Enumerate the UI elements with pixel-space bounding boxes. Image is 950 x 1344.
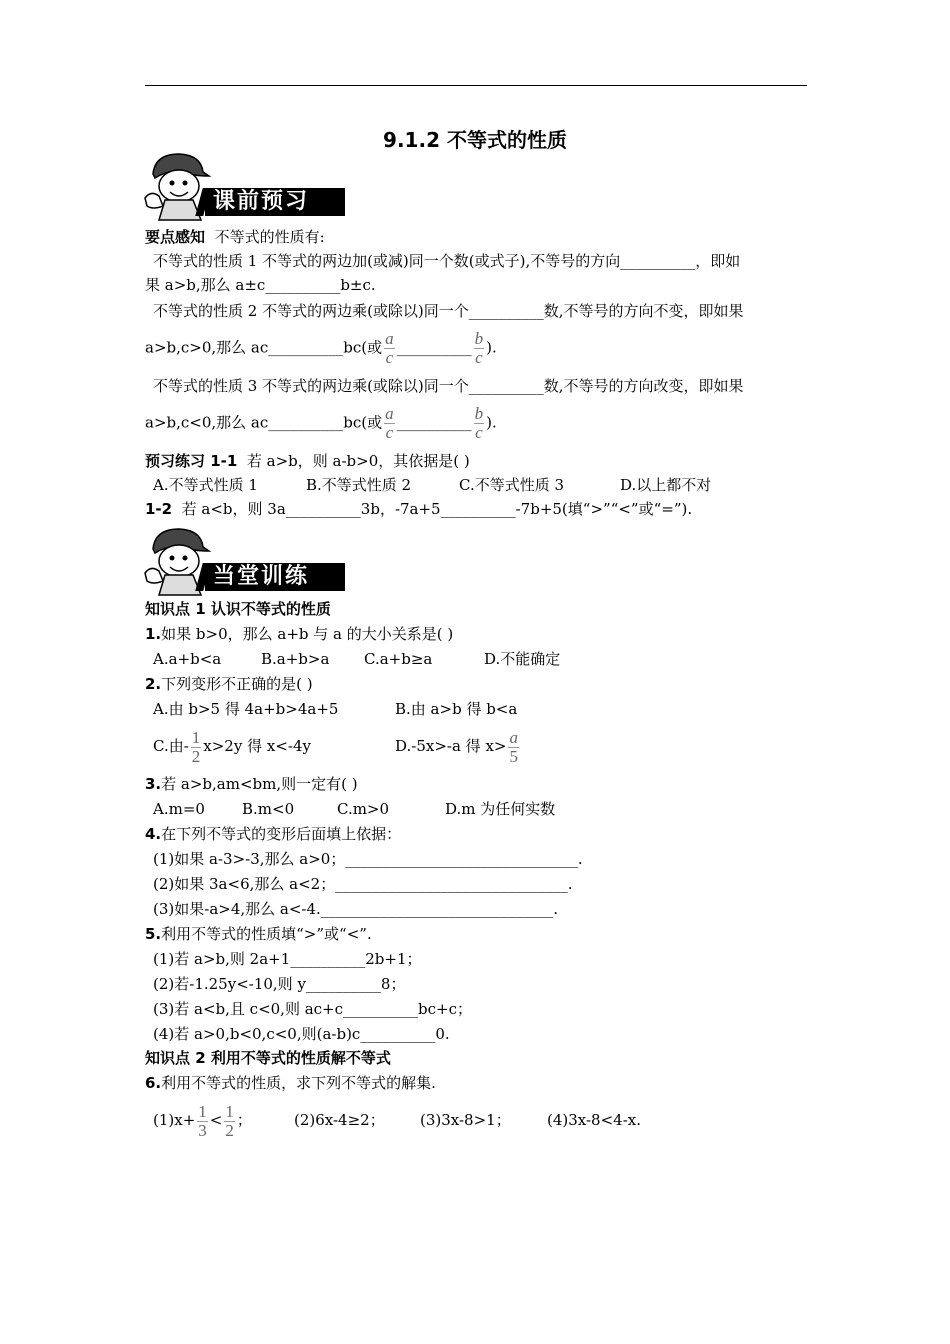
option-c: C.不等式性质 3 [459,476,565,494]
option-d: D.以上都不对 [620,476,712,494]
question-3: 3.若 a>b,am<bm,则一定有( ) [145,775,358,793]
property-1-line-1: 不等式的性质 1 不等式的两边加(或减)同一个数(或式子),不等号的方向__________，即如 [153,252,741,270]
fraction-b-over-c: $\frac{b}{c}$ [474,404,484,442]
exercise-1-1 [145,450,470,472]
property-2-line-2 [145,330,497,367]
q1-option-d: D.不能确定 [484,650,561,668]
p2-pre: a>b,c>0,那么 ac__________bc(或 [145,338,383,357]
preview-badge [143,150,348,222]
q2-option-a: A.由 b>5 得 4a+b>4a+5 [153,700,339,718]
fraction-one-third: $\frac{1}{3}$ [198,1101,207,1140]
fraction-b-over-c: $\frac{b}{c}$ [474,329,484,367]
page-title: 9.1.2 不等式的性质 [383,128,567,152]
q5-item-2: (2)若-1.25y<-10,则 y__________8； [153,975,406,993]
knowledge-point-1: 知识点 1 认识不等式的性质 [145,600,331,618]
property-2-line-1: 不等式的性质 2 不等式的两边乘(或除以)同一个__________数,不等号的方向不变，即如果 [153,302,744,320]
knowledge-point-2: 知识点 2 利用不等式的性质解不等式 [145,1049,391,1067]
fraction-a-over-c: $\frac{a}{c}$ [385,329,394,367]
p3-mid: __________ [396,413,472,432]
fraction-one-half: $\frac{1}{2}$ [225,1101,234,1140]
q3-option-b: B.m<0 [242,800,295,818]
badge-text: 当堂训练 [213,564,310,589]
p3-end: ). [486,413,497,432]
property-3-line-1: 不等式的性质 3 不等式的两边乘(或除以)同一个__________数,不等号的方向改变，即如果 [153,377,744,395]
key-label: 要点感知 [145,228,206,246]
q5-item-4: (4)若 a>0,b<0,c<0,则(a-b)c__________0. [153,1025,450,1043]
q6-item-4: (4)3x-8<4-x. [547,1111,642,1129]
q2-option-d: D.-5x>-a 得 x> $\frac{a}{5}$ [395,727,518,766]
option-a: A.不等式性质 1 [153,476,258,494]
question-2: 2.下列变形不正确的是( ) [145,675,313,693]
q1-option-a: A.a+b<a [153,650,222,668]
header-rule [145,85,807,86]
q2-option-c: C.由- $\frac{1}{2}$ x>2y 得 x<-4y [153,727,311,766]
fraction-one-half: $\frac{1}{2}$ [191,727,201,766]
question-6: 6.利用不等式的性质，求下列不等式的解集. [145,1074,436,1092]
classwork-badge [143,525,348,597]
p3-pre: a>b,c<0,那么 ac__________bc(或 [145,413,383,432]
q6-item-2: (2)6x-4≥2； [294,1111,385,1129]
exercise-label: 1-2 [145,500,173,518]
p2-end: ). [486,338,497,357]
exercise-text: 若 a<b，则 3a__________3b，-7a+5__________-7b+5(填“>”“<”或“=”). [181,500,693,518]
q6-item-3: (3)3x-8>1； [420,1111,511,1129]
option-b: B.不等式性质 2 [306,476,412,494]
question-4: 4.在下列不等式的变形后面填上依据： [145,825,402,843]
q4-item-1: (1)如果 a-3>-3,那么 a>0；_______________________________. [153,850,583,868]
q6-item-1: (1)x+ $\frac{1}{3}$ < $\frac{1}{2}$ ； [153,1101,252,1140]
q3-option-c: C.m>0 [337,800,390,818]
q5-item-1: (1)若 a>b,则 2a+1__________2b+1； [153,950,422,968]
badge-text: 课前预习 [213,189,310,214]
fraction-a-over-5: $\frac{a}{5}$ [509,727,518,766]
q1-option-b: B.a+b>a [261,650,330,668]
q1-option-c: C.a+b≥a [364,650,433,668]
p2-mid: __________ [396,338,472,357]
exercise-1-2 [145,498,692,520]
fraction-a-over-c: $\frac{a}{c}$ [385,404,394,442]
exercise-text: 若 a>b，则 a-b>0，其依据是( ) [246,452,470,470]
q5-item-3: (3)若 a<b,且 c<0,则 ac+c__________bc+c； [153,1000,472,1018]
q3-option-a: A.m=0 [153,800,205,818]
question-1: 1.如果 b>0，那么 a+b 与 a 的大小关系是( ) [145,625,454,643]
q2-option-b: B.由 a>b 得 b<a [395,700,518,718]
q4-item-2: (2)如果 3a<6,那么 a<2；_______________________________. [153,875,573,893]
property-3-line-2 [145,405,497,442]
exercise-label: 预习练习 1-1 [145,452,238,470]
key-points [145,226,325,248]
key-text: 不等式的性质有: [214,228,325,246]
property-1-line-2: 果 a>b,那么 a±c__________b±c. [145,276,376,294]
question-5: 5.利用不等式的性质填“>”或“<”. [145,925,372,943]
q4-item-3: (3)如果-a>4,那么 a<-4._______________________________. [153,900,559,918]
q3-option-d: D.m 为任何实数 [445,800,556,818]
